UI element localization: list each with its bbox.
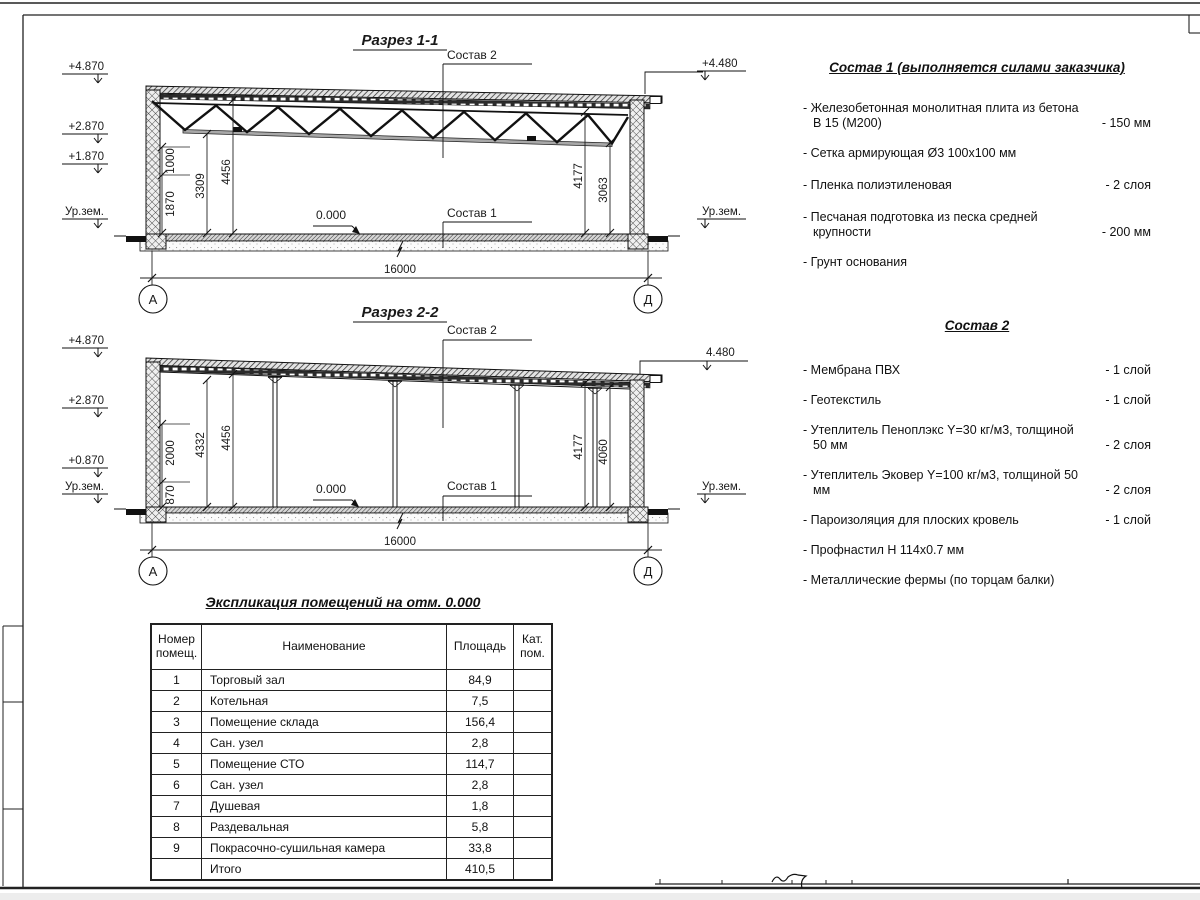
cell-area: 7,5 [447, 691, 514, 712]
section-2-drawing [62, 304, 748, 585]
list-item [803, 101, 1151, 131]
room-table [150, 623, 553, 881]
dim-label: 4332 [195, 432, 207, 458]
room-schedule-title: Экспликация помещений на отм. 0.000 [205, 594, 481, 610]
footing-right [628, 507, 648, 522]
floor-slab [114, 507, 680, 529]
ground-level-label: Ур.зем. [702, 481, 742, 493]
overall-dim-label: 16000 [384, 264, 416, 276]
cell-category [514, 775, 553, 796]
layer-name: - Профнастил Н 114х0.7 мм [803, 543, 965, 557]
dim-label: 1870 [165, 191, 177, 217]
floor-slab [114, 234, 680, 257]
roof-edge-detail [650, 97, 661, 104]
table-row [151, 670, 552, 691]
layer-name: - Пароизоляция для плоских кровель [803, 513, 1019, 527]
layer-name: - Сетка армирующая Ø3 100х100 мм [803, 146, 1017, 160]
section1-elevations-left [62, 61, 108, 228]
cell-name: Сан. узел [202, 775, 447, 796]
label-sostav2: Состав 2 [447, 48, 497, 62]
cell-name: Раздевальная [202, 817, 447, 838]
layer-name: - Мембрана ПВХ [803, 363, 901, 377]
section1-dimensions [158, 96, 614, 237]
cell-area: 156,4 [447, 712, 514, 733]
section2-dimensions [158, 370, 614, 511]
layer-name: - Песчаная подготовка из песка средней крупности [803, 210, 1038, 239]
cell-number: 1 [151, 670, 202, 691]
elevation-mark-label: +1.870 [68, 151, 104, 163]
layer-value: - 1 слой [1105, 363, 1151, 377]
cell-number: 7 [151, 796, 202, 817]
cell-name: Душевая [202, 796, 447, 817]
table-row [151, 691, 552, 712]
layer-value: - 1 слой [1105, 513, 1151, 527]
cell-name: Помещение склада [202, 712, 447, 733]
screen-edge-strip [0, 893, 1200, 900]
dim-label: 4456 [221, 425, 233, 451]
cell-name: Торговый зал [202, 670, 447, 691]
cell-number: 5 [151, 754, 202, 775]
cell-category [514, 838, 553, 859]
dim-label: 4177 [573, 163, 585, 189]
cell-category [514, 859, 553, 881]
cell-category [514, 796, 553, 817]
wall-right [630, 380, 644, 507]
cell-area: 2,8 [447, 775, 514, 796]
layer-value: - 150 мм [1101, 116, 1151, 130]
cell-area: 114,7 [447, 754, 514, 775]
cell-name: Помещение СТО [202, 754, 447, 775]
wall-left [146, 90, 160, 234]
table-row [151, 817, 552, 838]
col-header-name: Наименование [202, 624, 447, 670]
cell-category [514, 670, 553, 691]
dim-label: 2000 [165, 440, 177, 466]
cell-name: Сан. узел [202, 733, 447, 754]
table-row [151, 733, 552, 754]
table-row [151, 775, 552, 796]
section2-elevations-right [697, 347, 748, 503]
axis-label-d: Д [643, 292, 653, 307]
dim-label: 4177 [573, 434, 585, 460]
list-item [803, 255, 1151, 270]
cell-number: 2 [151, 691, 202, 712]
cell-number: 6 [151, 775, 202, 796]
title-block-edge [655, 874, 1200, 888]
cell-number: 9 [151, 838, 202, 859]
dim-label: 3309 [195, 173, 207, 199]
layer-value: - 2 слоя [1105, 438, 1151, 452]
layer-value: - 200 мм [1101, 225, 1151, 239]
label-zero-elevation: 0.000 [316, 208, 347, 222]
elevation-mark-label: +0.870 [68, 455, 104, 467]
sostav2-title: Состав 2 [944, 318, 1010, 333]
layer-name: - Геотекстиль [803, 393, 882, 407]
list-item [803, 513, 1151, 528]
ground-level-label: Ур.зем. [702, 206, 742, 218]
cell-category [514, 691, 553, 712]
cell-area: 410,5 [447, 859, 514, 881]
layer-name: - Железобетонная монолитная плита из бетона В 15 (М200) [803, 101, 1079, 130]
footing-left [146, 507, 166, 522]
dim-label: 870 [165, 485, 177, 505]
cell-category [514, 754, 553, 775]
cell-area: 2,8 [447, 733, 514, 754]
elevation-mark-label: +2.870 [68, 121, 104, 133]
cell-area: 5,8 [447, 817, 514, 838]
axis-label-a: А [148, 292, 158, 307]
cell-category [514, 817, 553, 838]
sostav1-legend [803, 60, 1151, 285]
list-item [803, 543, 1151, 558]
cell-category [514, 733, 553, 754]
label-sostav2: Состав 2 [447, 323, 497, 337]
section-1-drawing [62, 32, 746, 313]
layer-value: - 2 слоя [1105, 178, 1151, 192]
table-row [151, 838, 552, 859]
list-item [803, 210, 1151, 240]
label-zero-elevation: 0.000 [316, 482, 347, 496]
elevation-mark-label: 4.480 [706, 347, 735, 359]
list-item [803, 146, 1151, 161]
layer-name: - Пленка полиэтиленовая [803, 178, 952, 192]
cell-number [151, 859, 202, 881]
elevation-mark-label: +4.870 [68, 61, 104, 73]
list-item [803, 178, 1151, 193]
table-row [151, 796, 552, 817]
section2-overall-dim [139, 523, 662, 585]
elevation-mark-label: +4.480 [702, 58, 738, 70]
overall-dim-label: 16000 [384, 536, 416, 548]
ground-level-label: Ур.зем. [64, 481, 104, 493]
cell-number: 4 [151, 733, 202, 754]
dim-label: 4060 [598, 439, 610, 465]
axis-label-d: Д [643, 564, 653, 579]
sostav1-title: Состав 1 (выполняется силами заказчика) [829, 60, 1125, 75]
section1-title: Разрез 1-1 [361, 32, 439, 49]
list-item [803, 423, 1151, 453]
layer-value: - 1 слой [1105, 393, 1151, 407]
axis-label-a: А [148, 564, 158, 579]
signature-scribble [772, 874, 806, 888]
layer-value: - 2 слоя [1105, 483, 1151, 497]
cell-number: 3 [151, 712, 202, 733]
table-row [151, 754, 552, 775]
layer-name: - Грунт основания [803, 255, 908, 269]
label-sostav1: Состав 1 [447, 479, 497, 493]
col-header-number: Номер помещ. [151, 624, 202, 670]
dim-label: 3063 [598, 177, 610, 203]
cell-category [514, 712, 553, 733]
footing-right [628, 234, 648, 249]
section2-title: Разрез 2-2 [361, 304, 439, 321]
table-row [151, 712, 552, 733]
roof-edge-detail [650, 376, 661, 383]
footing-left [146, 234, 166, 249]
elevation-mark-label: +4.870 [68, 335, 104, 347]
list-item [803, 468, 1151, 498]
wall-left [146, 362, 160, 507]
sostav2-legend [803, 318, 1151, 603]
cell-area: 84,9 [447, 670, 514, 691]
layer-name: - Металлические фермы (по торцам балки) [803, 573, 1055, 587]
cell-name: Котельная [202, 691, 447, 712]
layer-name: - Утеплитель Эковер Y=100 кг/м3, толщиной 50 мм [803, 468, 1078, 497]
wall-right [630, 100, 644, 234]
dim-label: 4456 [221, 159, 233, 185]
roof-truss [152, 101, 628, 147]
cell-area: 33,8 [447, 838, 514, 859]
table-row-total [151, 859, 552, 881]
cell-name: Покрасочно-сушильная камера [202, 838, 447, 859]
col-header-category: Кат. пом. [514, 624, 553, 670]
cell-name: Итого [202, 859, 447, 881]
room-schedule [150, 594, 545, 881]
label-sostav1: Состав 1 [447, 206, 497, 220]
dim-label: 1000 [165, 148, 177, 174]
section2-elevations-left [62, 335, 108, 503]
list-item [803, 393, 1151, 408]
ground-level-label: Ур.зем. [64, 206, 104, 218]
section1-elevations-right [697, 58, 746, 228]
table-header-row [151, 624, 552, 670]
list-item [803, 573, 1151, 588]
elevation-mark-label: +2.870 [68, 395, 104, 407]
list-item [803, 363, 1151, 378]
cell-area: 1,8 [447, 796, 514, 817]
layer-name: - Утеплитель Пеноплэкс Y=30 кг/м3, толщиной 50 мм [803, 423, 1074, 452]
col-header-area: Площадь [447, 624, 514, 670]
cell-number: 8 [151, 817, 202, 838]
